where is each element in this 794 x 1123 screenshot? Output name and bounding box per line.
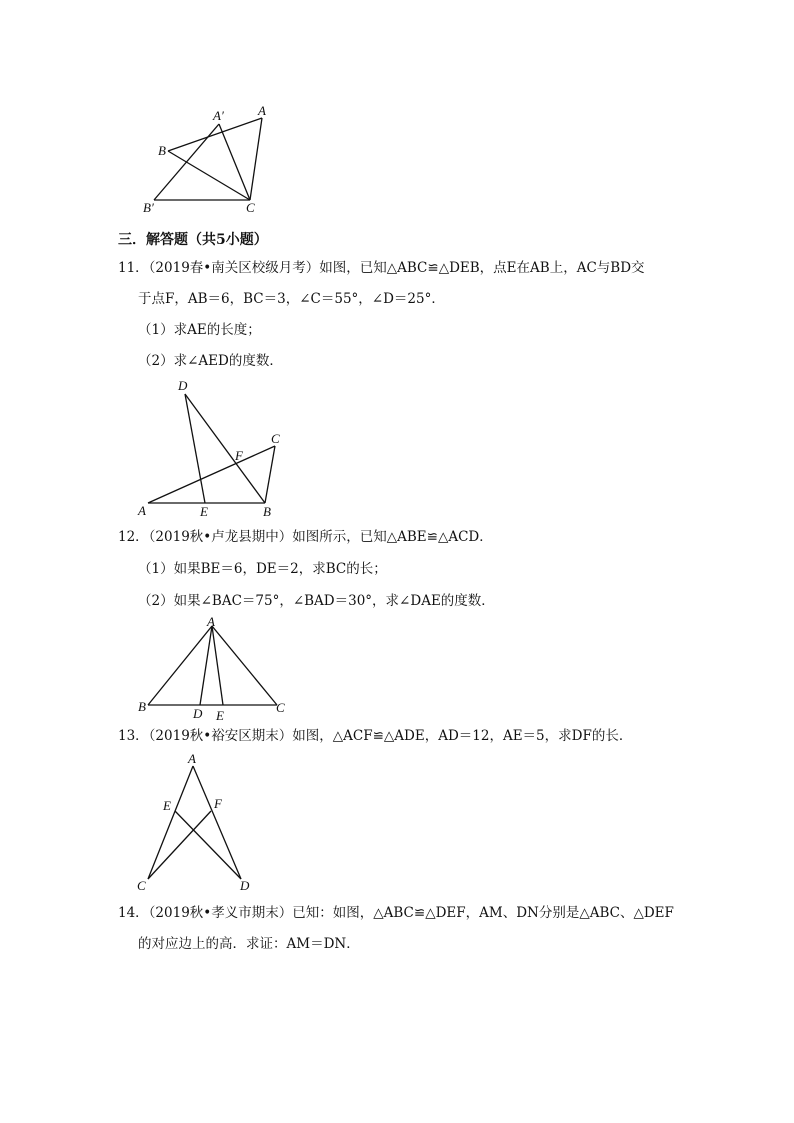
figure-triangles-rotation xyxy=(0,0,794,230)
q12-part2: （2）如果∠BAC＝75°，∠BAD＝30°，求∠DAE的度数． xyxy=(138,593,495,609)
label-E: E xyxy=(200,504,208,519)
segment-D-E xyxy=(175,811,241,879)
label-C: C xyxy=(246,200,255,215)
label-A-prime: A′ xyxy=(213,108,224,123)
q14-stem-line2: 的对应边上的高．求证：AM＝DN． xyxy=(138,936,360,952)
label-A: A xyxy=(138,503,146,518)
label-B-prime: B′ xyxy=(143,200,154,215)
segment-C-B xyxy=(265,446,275,503)
figure-q12 xyxy=(0,612,794,724)
figure-q13 xyxy=(0,748,794,898)
label-E: E xyxy=(163,798,171,813)
label-C: C xyxy=(137,878,146,893)
segment-Bprime-Aprime xyxy=(154,124,219,200)
section-title: 三．解答题（共5小题） xyxy=(118,232,268,248)
label-B: B xyxy=(263,504,271,519)
q14-stem-line1: 14．（2019秋•孝义市期末）已知：如图，△ABC≌△DEF，AM、DN分别是△ABC、△DEF xyxy=(118,905,674,921)
segment-D-B xyxy=(185,394,265,503)
label-C: C xyxy=(276,700,285,715)
label-F: F xyxy=(235,448,243,463)
label-A: A xyxy=(207,614,215,629)
q12-stem: 12．（2019秋•卢龙县期中）如图所示，已知△ABE≌△ACD． xyxy=(118,529,493,545)
segment-Aprime-C xyxy=(219,124,250,200)
label-D: D xyxy=(193,706,203,721)
segment-C-F xyxy=(148,811,211,879)
label-A: A xyxy=(258,103,266,118)
q11-stem-line1: 11．（2019春•南关区校级月考）如图，已知△ABC≌△DEB，点E在AB上，AC与BD交 xyxy=(118,260,645,276)
label-F: F xyxy=(214,796,222,811)
q13-stem: 13．（2019秋•裕安区期末）如图，△ACF≌△ADE，AD＝12，AE＝5，求DF的长． xyxy=(118,728,633,744)
label-E: E xyxy=(216,708,224,723)
q11-part2: （2）求∠AED的度数． xyxy=(138,353,283,369)
label-D: D xyxy=(240,878,250,893)
label-D: D xyxy=(178,378,188,393)
segment-B-C xyxy=(168,151,250,200)
figure-q11 xyxy=(0,370,794,520)
segment-A-C xyxy=(148,446,275,503)
q12-part1: （1）如果BE＝6，DE＝2，求BC的长； xyxy=(138,561,387,577)
label-B: B xyxy=(138,699,146,714)
q11-stem-line2: 于点F，AB＝6，BC＝3，∠C＝55°，∠D＝25°． xyxy=(138,291,445,307)
label-C: C xyxy=(271,431,280,446)
segment-A-C xyxy=(250,118,262,200)
label-B: B xyxy=(158,143,166,158)
q11-part1: （1）求AE的长度； xyxy=(138,322,261,338)
segment-D-E xyxy=(185,394,205,503)
label-A: A xyxy=(188,751,196,766)
